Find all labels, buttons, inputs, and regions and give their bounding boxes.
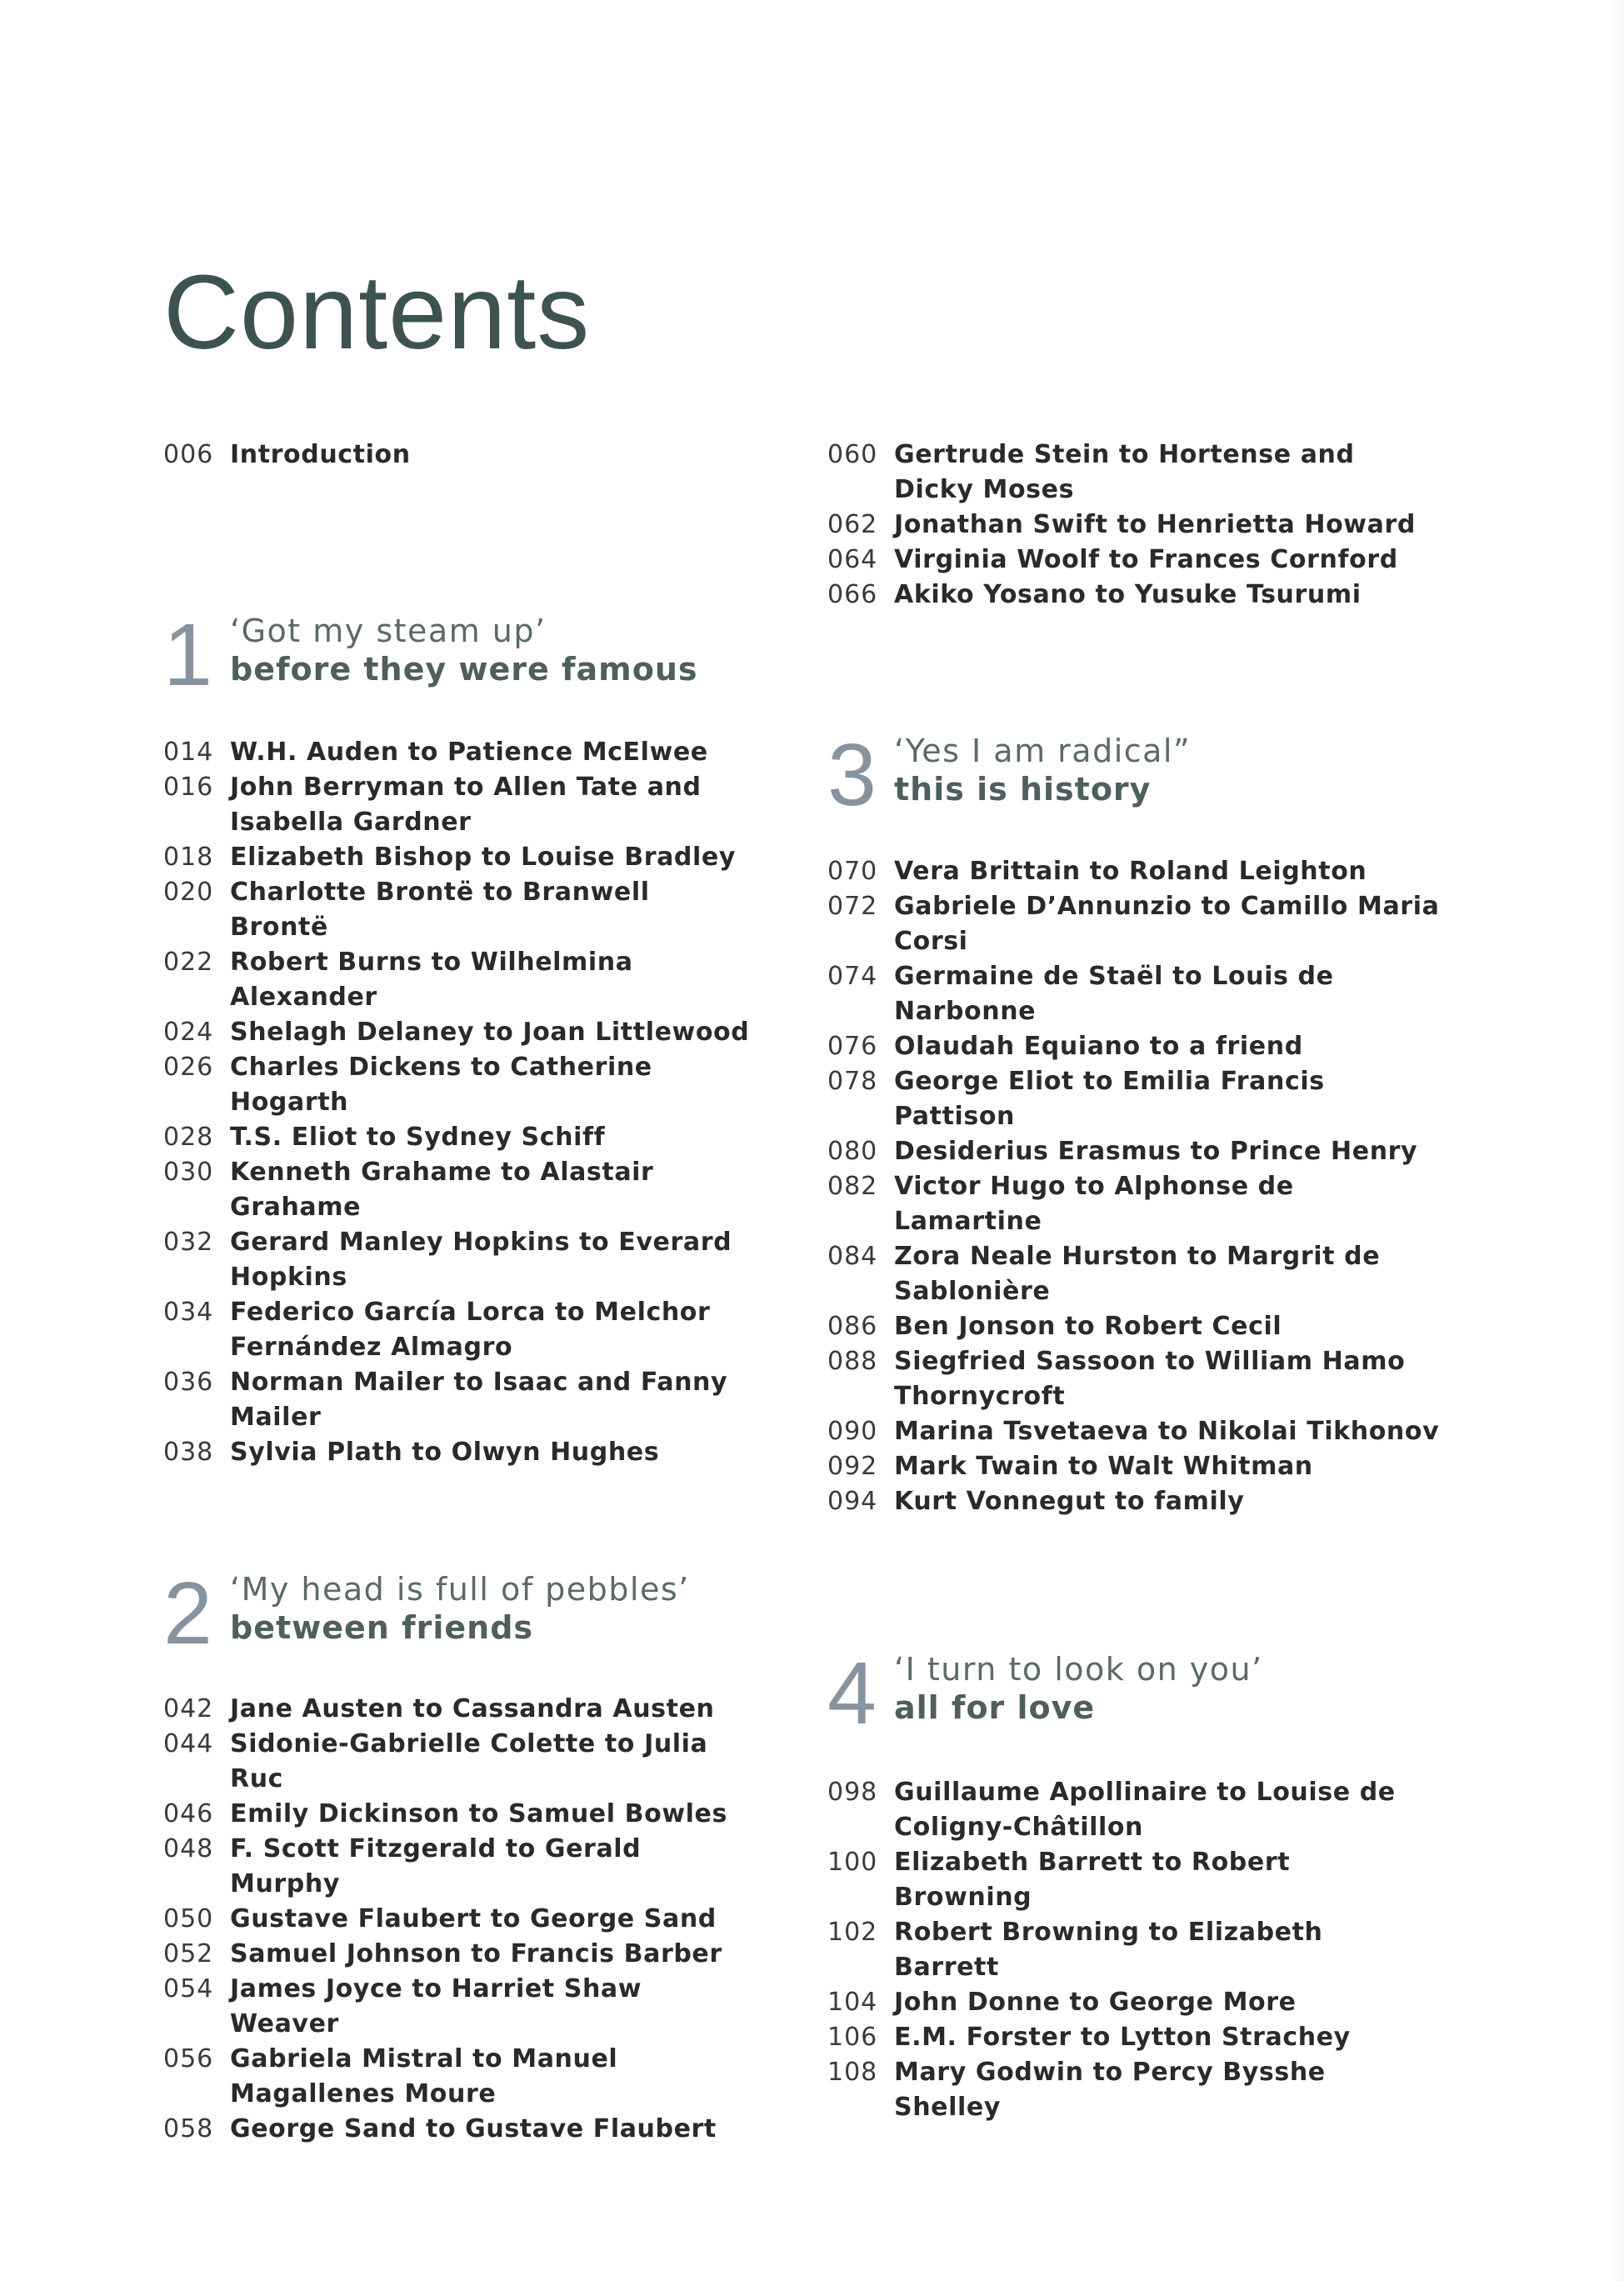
page-number: 084 (827, 1242, 878, 1271)
entry-title-line: John Berryman to Allen Tate and (230, 773, 702, 802)
entry-title (230, 735, 708, 770)
entry-title (894, 1915, 1323, 1985)
toc-entry[interactable] (163, 1692, 797, 1727)
entry-title-line: Vera Brittain to Roland Leighton (894, 857, 1367, 886)
toc-entry[interactable] (827, 959, 1461, 1029)
entry-title-line: Robert Burns to Wilhelmina (230, 948, 633, 977)
section-subtitle: all for love (894, 1689, 1096, 1726)
section-1-heading (163, 606, 698, 704)
page-number: 052 (163, 1939, 214, 1968)
section-number: 2 (163, 1564, 212, 1663)
page-number: 024 (163, 1018, 214, 1047)
page-number: 028 (163, 1123, 214, 1152)
page-number: 106 (827, 2023, 878, 2052)
page-number: 092 (827, 1452, 878, 1481)
page-number: 062 (827, 510, 878, 539)
page-number: 074 (827, 962, 878, 991)
entry-title-line: Gertrude Stein to Hortense and (894, 440, 1355, 469)
toc-entry[interactable] (827, 508, 1461, 543)
entry-title-line: Federico García Lorca to Melchor (230, 1298, 711, 1327)
entry-title-line: Norman Mailer to Isaac and Fanny (230, 1368, 728, 1397)
entry-title-line: Isabella Gardner (230, 808, 472, 837)
entry-title (230, 1797, 727, 1832)
toc-entry[interactable] (827, 2055, 1461, 2125)
section-2-entries (163, 1692, 797, 2147)
entry-title-line: Shelagh Delaney to Joan Littlewood (230, 1018, 750, 1047)
entry-title (230, 1692, 714, 1727)
entry-title-line: Sablonière (894, 1277, 1051, 1306)
page-number: 050 (163, 1904, 214, 1933)
toc-entry[interactable] (163, 840, 797, 875)
toc-entry[interactable] (827, 1845, 1461, 1915)
section-number: 1 (163, 606, 212, 704)
toc-entry[interactable] (827, 1134, 1461, 1169)
entry-title-line: Browning (894, 1883, 1032, 1912)
page-number: 018 (163, 843, 214, 872)
section-3-heading (827, 726, 1192, 824)
entry-title (894, 854, 1367, 889)
section-subtitle: before they were famous (230, 651, 698, 688)
entry-title-line: Charles Dickens to Catherine (230, 1053, 652, 1082)
toc-entry[interactable] (163, 1365, 797, 1435)
page-number: 056 (163, 2044, 214, 2073)
entry-title-line: Shelley (894, 2093, 1001, 2122)
entry-title (230, 1295, 710, 1365)
toc-entry[interactable] (827, 854, 1461, 889)
entry-title (894, 1239, 1380, 1309)
entry-title (230, 2112, 717, 2147)
entry-title-line: Narbonne (894, 997, 1037, 1026)
entry-title-line: Marina Tsvetaeva to Nikolai Tikhonov (894, 1417, 1440, 1446)
entry-title (230, 770, 702, 840)
section-number: 3 (827, 726, 877, 824)
entry-title (230, 1727, 707, 1797)
entry-title-line: Ben Jonson to Robert Cecil (894, 1312, 1282, 1341)
page-number: 082 (827, 1172, 878, 1201)
toc-entry[interactable] (827, 1169, 1461, 1239)
entry-title-line: Sidonie-Gabrielle Colette to Julia (230, 1729, 708, 1758)
entry-title-line: Zora Neale Hurston to Margrit de (894, 1242, 1381, 1271)
section-quote: ‘I turn to look on you’ (894, 1651, 1263, 1688)
entry-title-line: Gabriele D’Annunzio to Camillo Maria (894, 892, 1440, 921)
page-number: 022 (163, 948, 214, 977)
section-3-entries (827, 854, 1461, 1519)
page-number: 054 (163, 1974, 214, 2003)
page-number: 038 (163, 1438, 214, 1467)
page-number: 046 (163, 1799, 214, 1828)
page-number: 064 (827, 545, 878, 574)
entry-title-line: Elizabeth Barrett to Robert (894, 1848, 1291, 1877)
toc-entry[interactable] (827, 1484, 1461, 1519)
toc-entry[interactable] (163, 2042, 797, 2112)
page-number: 016 (163, 773, 214, 802)
entry-title-line: Emily Dickinson to Samuel Bowles (230, 1799, 727, 1828)
page-number: 076 (827, 1032, 878, 1061)
entry-title-line: Pattison (894, 1102, 1016, 1131)
entry-title (230, 1972, 642, 2042)
toc-entry[interactable] (163, 1435, 797, 1470)
toc-entry[interactable] (163, 875, 797, 945)
page-number: 006 (163, 440, 214, 469)
intro-block (163, 438, 797, 473)
toc-entry[interactable] (163, 1155, 797, 1225)
toc-entry[interactable] (163, 1225, 797, 1295)
page-number: 026 (163, 1053, 214, 1082)
entry-title-line: Mailer (230, 1403, 322, 1432)
section-quote: ‘My head is full of pebbles’ (230, 1571, 690, 1608)
toc-entry[interactable] (163, 1902, 797, 1937)
entry-title (230, 1902, 717, 1937)
page-title: Contents (163, 253, 591, 372)
entry-title-line: Kurt Vonnegut to family (894, 1487, 1245, 1516)
entry-title-line: Charlotte Brontë to Branwell (230, 878, 650, 907)
entry-title-line: Hogarth (230, 1088, 349, 1117)
page-number: 066 (827, 580, 878, 609)
entry-title (894, 578, 1362, 613)
entry-title (894, 1985, 1297, 2020)
toc-entry[interactable] (163, 770, 797, 840)
page-number: 070 (827, 857, 878, 886)
toc-entry[interactable] (827, 1344, 1461, 1414)
entry-title-line: Ruc (230, 1764, 284, 1793)
entry-title-line: John Donne to George More (894, 1988, 1297, 2017)
section-2-entries-continued (827, 438, 1461, 613)
entry-title-line: Fernández Almagro (230, 1333, 513, 1362)
toc-entry[interactable] (163, 1050, 797, 1120)
toc-entry[interactable] (827, 1064, 1461, 1134)
entry-title (230, 1365, 727, 1435)
toc-entry[interactable] (827, 1029, 1461, 1064)
entry-title-line: Kenneth Grahame to Alastair (230, 1158, 654, 1187)
entry-title (894, 2020, 1351, 2055)
toc-entry[interactable] (163, 1937, 797, 1972)
section-quote: ‘Yes I am radical” (894, 733, 1192, 769)
toc-entry[interactable] (827, 2020, 1461, 2055)
entry-title (230, 1435, 659, 1470)
entry-title-line: Mark Twain to Walt Whitman (894, 1452, 1313, 1481)
page-number: 032 (163, 1228, 214, 1257)
entry-title-line: Thornycroft (894, 1382, 1066, 1411)
page-number: 088 (827, 1347, 878, 1376)
entry-title (230, 1015, 749, 1050)
entry-title-line: Mary Godwin to Percy Bysshe (894, 2058, 1326, 2087)
entry-title-line: Elizabeth Bishop to Louise Bradley (230, 843, 736, 872)
entry-title (894, 1169, 1294, 1239)
section-4-heading (827, 1644, 1263, 1743)
toc-entry[interactable] (827, 1414, 1461, 1449)
page-number: 090 (827, 1417, 878, 1446)
section-2-heading (163, 1564, 690, 1663)
toc-entry[interactable] (827, 1775, 1461, 1845)
entry-title (894, 1064, 1325, 1134)
toc-entry[interactable] (163, 1120, 797, 1155)
page-number: 048 (163, 1834, 214, 1863)
entry-title (230, 875, 650, 945)
entry-title-line: Corsi (894, 927, 968, 956)
entry-title (894, 1414, 1439, 1449)
entry-title (894, 889, 1439, 959)
entry-title (894, 1344, 1405, 1414)
page-number: 036 (163, 1368, 214, 1397)
section-number: 4 (827, 1644, 877, 1743)
page-number: 042 (163, 1694, 214, 1723)
entry-title-line: Brontë (230, 913, 328, 942)
entry-title-line: Barrett (894, 1953, 999, 1982)
page-number: 100 (827, 1848, 878, 1877)
entry-title-line: George Eliot to Emilia Francis (894, 1067, 1325, 1096)
toc-entry[interactable] (827, 1239, 1461, 1309)
section-subtitle: between friends (230, 1609, 534, 1646)
toc-entry[interactable] (827, 1309, 1461, 1344)
section-4-entries (827, 1775, 1461, 2125)
page-number: 072 (827, 892, 878, 921)
entry-title (894, 1484, 1244, 1519)
entry-title-line: Virginia Woolf to Frances Cornford (894, 545, 1398, 574)
section-1-entries (163, 735, 797, 1470)
toc-entry[interactable] (827, 578, 1461, 613)
entry-title-line: Hopkins (230, 1263, 347, 1292)
entry-title-line: Akiko Yosano to Yusuke Tsurumi (894, 580, 1362, 609)
toc-entry[interactable] (163, 1727, 797, 1797)
entry-title (894, 1449, 1313, 1484)
entry-title-line: Robert Browning to Elizabeth (894, 1918, 1323, 1947)
entry-title-line: Guillaume Apollinaire to Louise de (894, 1778, 1396, 1807)
entry-title (230, 945, 633, 1015)
entry-title-line: Jonathan Swift to Henrietta Howard (894, 510, 1416, 539)
toc-entry[interactable] (163, 2112, 797, 2147)
entry-title (894, 1845, 1290, 1915)
entry-title (894, 1134, 1417, 1169)
toc-entry[interactable] (163, 1972, 797, 2042)
entry-title-line: James Joyce to Harriet Shaw (230, 1974, 642, 2003)
page-number: 060 (827, 440, 878, 469)
page-number: 098 (827, 1778, 878, 1807)
toc-entry[interactable] (827, 889, 1461, 959)
entry-title-line: Jane Austen to Cassandra Austen (230, 1694, 715, 1723)
entry-title-line: E.M. Forster to Lytton Strachey (894, 2023, 1351, 2052)
entry-title-line: Samuel Johnson to Francis Barber (230, 1939, 722, 1968)
section-quote: ‘Got my steam up’ (230, 613, 547, 649)
entry-title-line: Magallenes Moure (230, 2079, 497, 2108)
toc-entry[interactable] (827, 1985, 1461, 2020)
page-number: 086 (827, 1312, 878, 1341)
entry-title (230, 1120, 605, 1155)
entry-title-line: Weaver (230, 2009, 339, 2038)
entry-title-line: Olaudah Equiano to a friend (894, 1032, 1303, 1061)
entry-title (230, 1050, 652, 1120)
entry-title-line: Lamartine (894, 1207, 1042, 1236)
entry-title (894, 1029, 1303, 1064)
page-number: 104 (827, 1988, 878, 2017)
entry-title (230, 1155, 653, 1225)
toc-entry[interactable] (163, 735, 797, 770)
toc-entry[interactable] (163, 1015, 797, 1050)
toc-entry[interactable] (827, 438, 1461, 508)
section-subtitle: this is history (894, 771, 1152, 808)
entry-title-line: Desiderius Erasmus to Prince Henry (894, 1137, 1418, 1166)
toc-entry[interactable] (827, 1449, 1461, 1484)
entry-title-line: Gustave Flaubert to George Sand (230, 1904, 717, 1933)
entry-title (894, 543, 1398, 578)
entry-title-line: Grahame (230, 1193, 362, 1222)
entry-title-line: George Sand to Gustave Flaubert (230, 2114, 717, 2143)
entry-title-line: Coligny-Châtillon (894, 1813, 1144, 1842)
page-number: 034 (163, 1298, 214, 1327)
entry-title (894, 508, 1416, 543)
entry-title-line: W.H. Auden to Patience McElwee (230, 738, 708, 767)
entry-title (894, 1775, 1396, 1845)
toc-entry[interactable] (163, 1295, 797, 1365)
toc-entry-introduction[interactable] (163, 438, 797, 473)
entry-title (230, 1937, 722, 1972)
entry-title: Introduction (230, 440, 411, 469)
page-number: 014 (163, 738, 214, 767)
entry-title-line: Siegfried Sassoon to William Hamo (894, 1347, 1406, 1376)
page-edge-shadow (1612, 0, 1624, 2281)
entry-title-line: Sylvia Plath to Olwyn Hughes (230, 1438, 660, 1467)
entry-title (230, 2042, 617, 2112)
entry-title (894, 438, 1355, 508)
entry-title-line: Gabriela Mistral to Manuel (230, 2044, 618, 2073)
entry-title (230, 840, 736, 875)
toc-entry[interactable] (827, 1915, 1461, 1985)
entry-title-line: Victor Hugo to Alphonse de (894, 1172, 1294, 1201)
entry-title (230, 1225, 732, 1295)
toc-entry[interactable] (163, 1832, 797, 1902)
entry-title-line: T.S. Eliot to Sydney Schiff (230, 1123, 606, 1152)
entry-title (894, 1309, 1282, 1344)
entry-title-line: Germaine de Staël to Louis de (894, 962, 1334, 991)
page-number: 030 (163, 1158, 214, 1187)
page-number: 080 (827, 1137, 878, 1166)
page-number: 020 (163, 878, 214, 907)
page-number: 094 (827, 1487, 878, 1516)
entry-title-line: F. Scott Fitzgerald to Gerald (230, 1834, 642, 1863)
entry-title-line: Gerard Manley Hopkins to Everard (230, 1228, 732, 1257)
toc-entry[interactable] (163, 945, 797, 1015)
page-number: 102 (827, 1918, 878, 1947)
page-number: 108 (827, 2058, 878, 2087)
toc-entry[interactable] (827, 543, 1461, 578)
entry-title-line: Murphy (230, 1869, 340, 1898)
entry-title (894, 959, 1334, 1029)
entry-title-line: Alexander (230, 983, 377, 1012)
toc-entry[interactable] (163, 1797, 797, 1832)
page-number: 044 (163, 1729, 214, 1758)
page-number: 078 (827, 1067, 878, 1096)
page-number: 058 (163, 2114, 214, 2143)
entry-title (230, 1832, 641, 1902)
entry-title-line: Dicky Moses (894, 475, 1075, 504)
entry-title (894, 2055, 1326, 2125)
